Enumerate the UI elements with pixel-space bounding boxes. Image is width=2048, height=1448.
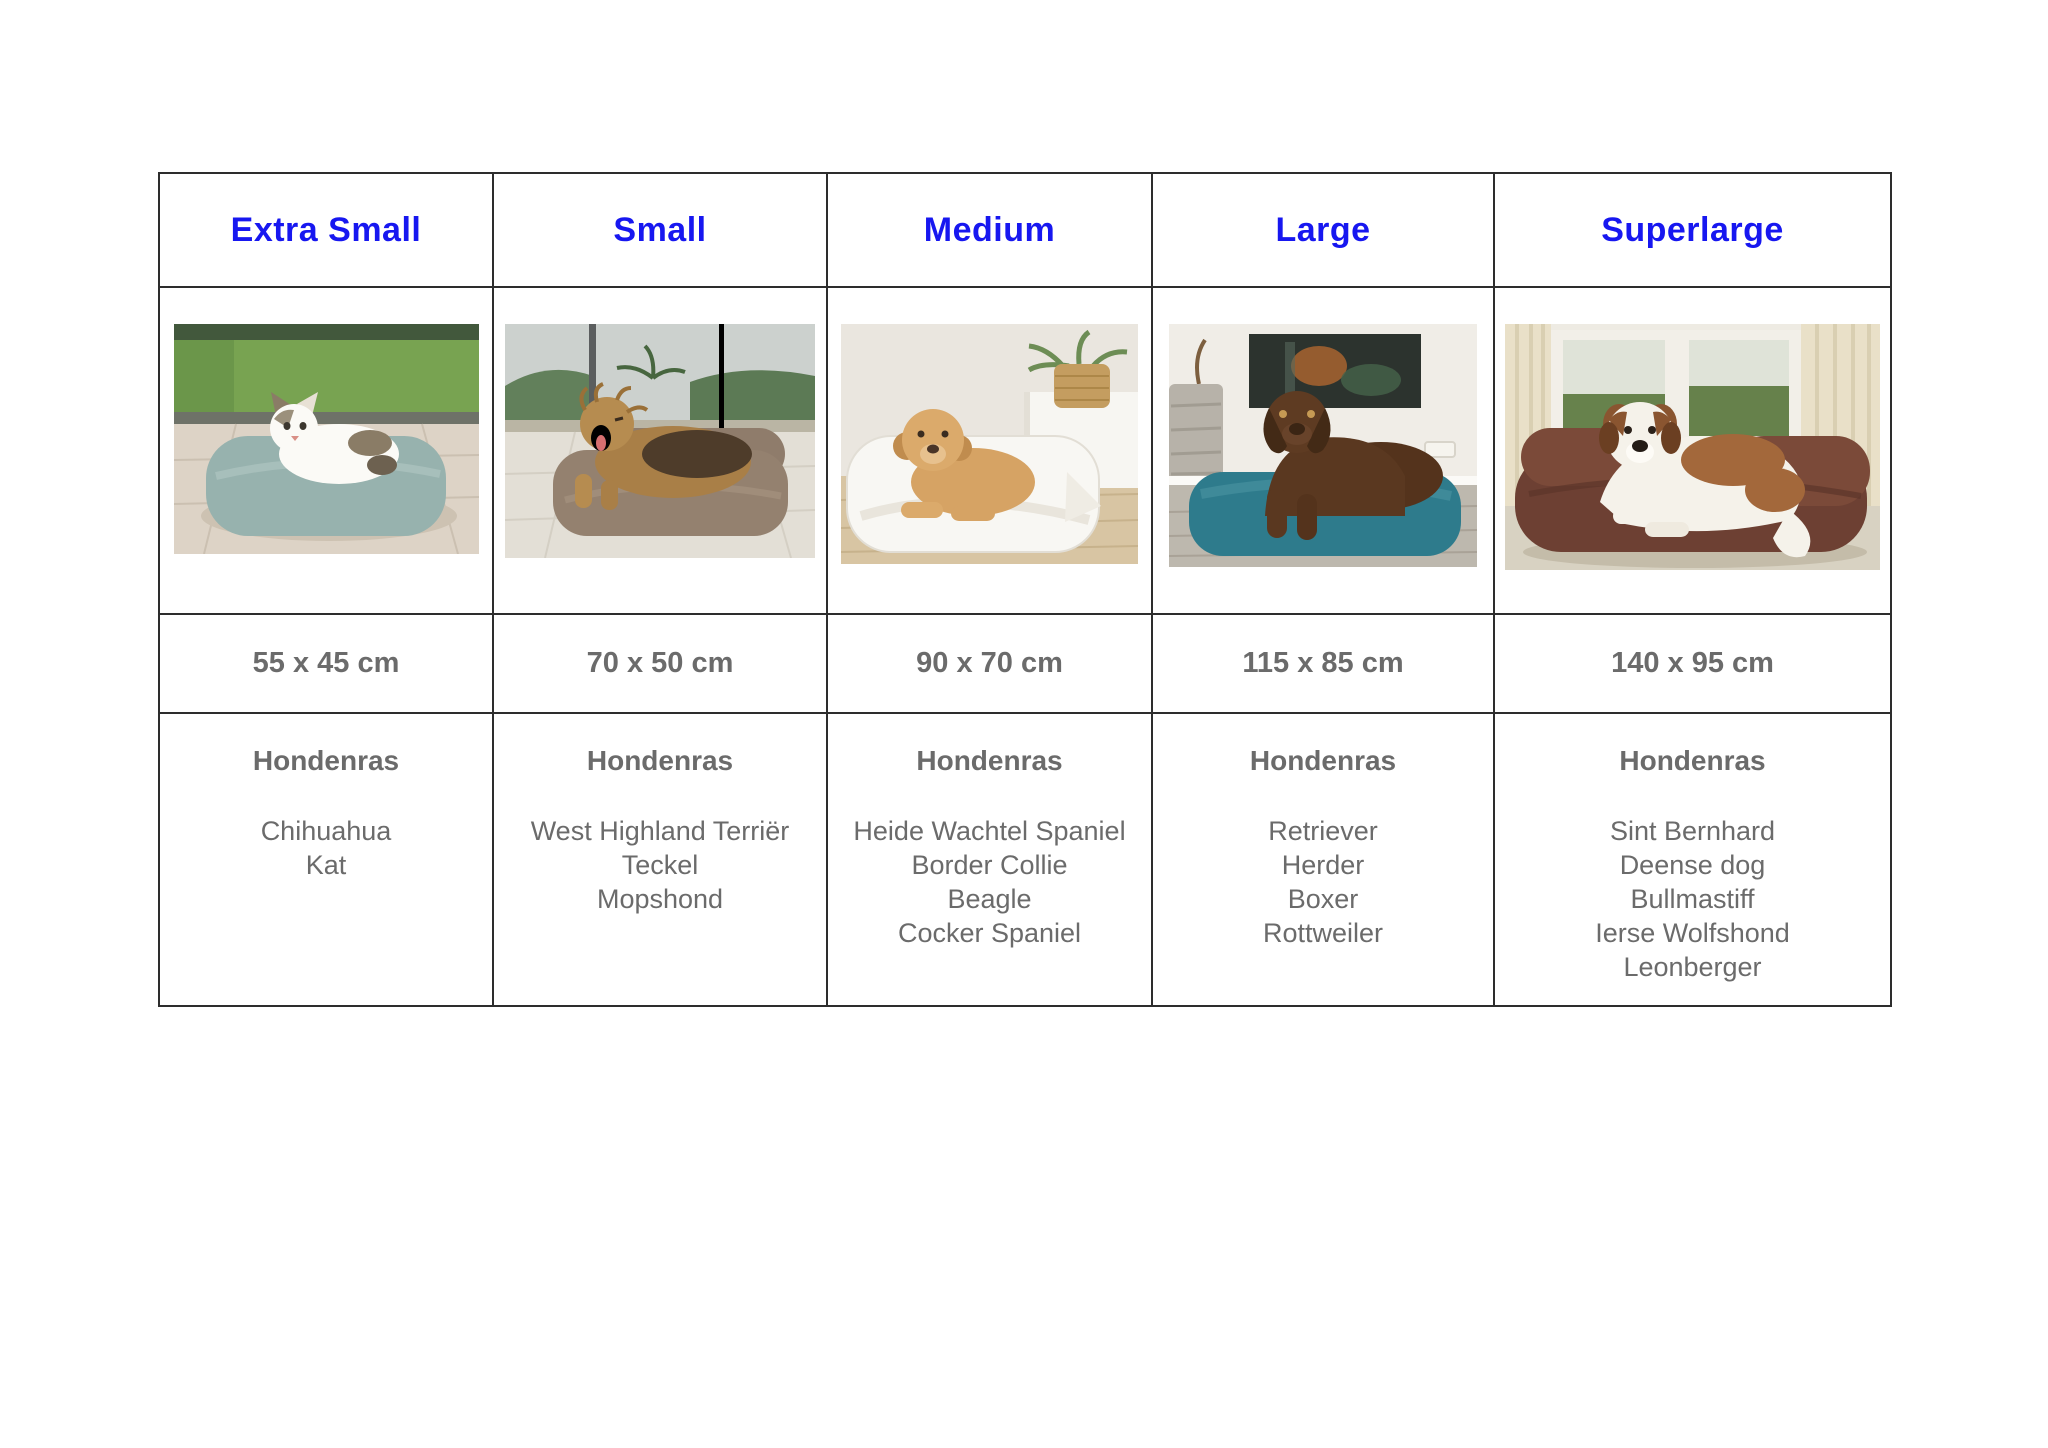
breeds-heading: Hondenras [1249, 745, 1397, 776]
size-cell-extra-small: 55 x 45 cm [159, 614, 493, 713]
painting [1249, 334, 1421, 408]
breed-item: Kat [305, 850, 347, 880]
breed-item: Cocker Spaniel [897, 918, 1082, 948]
column-header-superlarge: Superlarge [1494, 173, 1891, 287]
breed-item: Boxer [1287, 884, 1359, 914]
photo-superlarge-saint-bernard-on-bed [1505, 324, 1880, 570]
breeds-cell-large [1152, 713, 1494, 1006]
breed-item: Bullmastiff [1630, 884, 1755, 914]
breed-item: Deense dog [1619, 850, 1766, 880]
column-header-extra-small: Extra Small [159, 173, 493, 287]
breed-item: Leonberger [1623, 952, 1762, 982]
breeds-heading: Hondenras [916, 745, 1063, 776]
breed-item: Border Collie [911, 850, 1068, 880]
photo-cell-large [1152, 287, 1494, 614]
breed-item: Herder [1281, 850, 1365, 880]
breeds-cell-small [493, 713, 827, 1006]
photo-cell-superlarge [1494, 287, 1891, 614]
photo-cell-medium [827, 287, 1152, 614]
breeds-heading: Hondenras [1619, 745, 1766, 776]
breed-item: Heide Wachtel Spaniel [853, 816, 1126, 846]
column-header-medium: Medium [827, 173, 1152, 287]
photo-small-terrier-on-bed [505, 324, 815, 558]
breed-item: Ierse Wolfshond [1595, 918, 1790, 948]
photo-cell-extra-small [159, 287, 493, 614]
size-cell-medium: 90 x 70 cm [827, 614, 1152, 713]
photo-cell-small [493, 287, 827, 614]
breed-item: Beagle [947, 884, 1032, 914]
column-header-small: Small [493, 173, 827, 287]
breed-item: Sint Bernhard [1609, 816, 1776, 846]
breeds-heading: Hondenras [252, 745, 400, 776]
photo-extra-small-cat-on-bed [174, 324, 479, 554]
breeds-cell-extra-small [159, 713, 493, 1006]
breed-item: West Highland Terriër [530, 816, 790, 846]
breeds-cell-medium [827, 713, 1152, 1006]
breed-item: Rottweiler [1262, 918, 1384, 948]
breed-item: Retriever [1268, 816, 1378, 846]
dog-bed-size-table [158, 172, 1892, 1007]
breed-item: Mopshond [596, 884, 724, 914]
photo-medium-doodle-on-bed [841, 324, 1138, 564]
breeds-cell-superlarge [1494, 713, 1891, 1006]
breeds-heading: Hondenras [586, 745, 734, 776]
breed-item: Teckel [621, 850, 699, 880]
breed-item: Chihuahua [260, 816, 392, 846]
size-cell-large: 115 x 85 cm [1152, 614, 1494, 713]
photo-large-labrador-on-bed [1169, 324, 1477, 567]
size-cell-superlarge: 140 x 95 cm [1494, 614, 1891, 713]
size-cell-small: 70 x 50 cm [493, 614, 827, 713]
column-header-large: Large [1152, 173, 1494, 287]
